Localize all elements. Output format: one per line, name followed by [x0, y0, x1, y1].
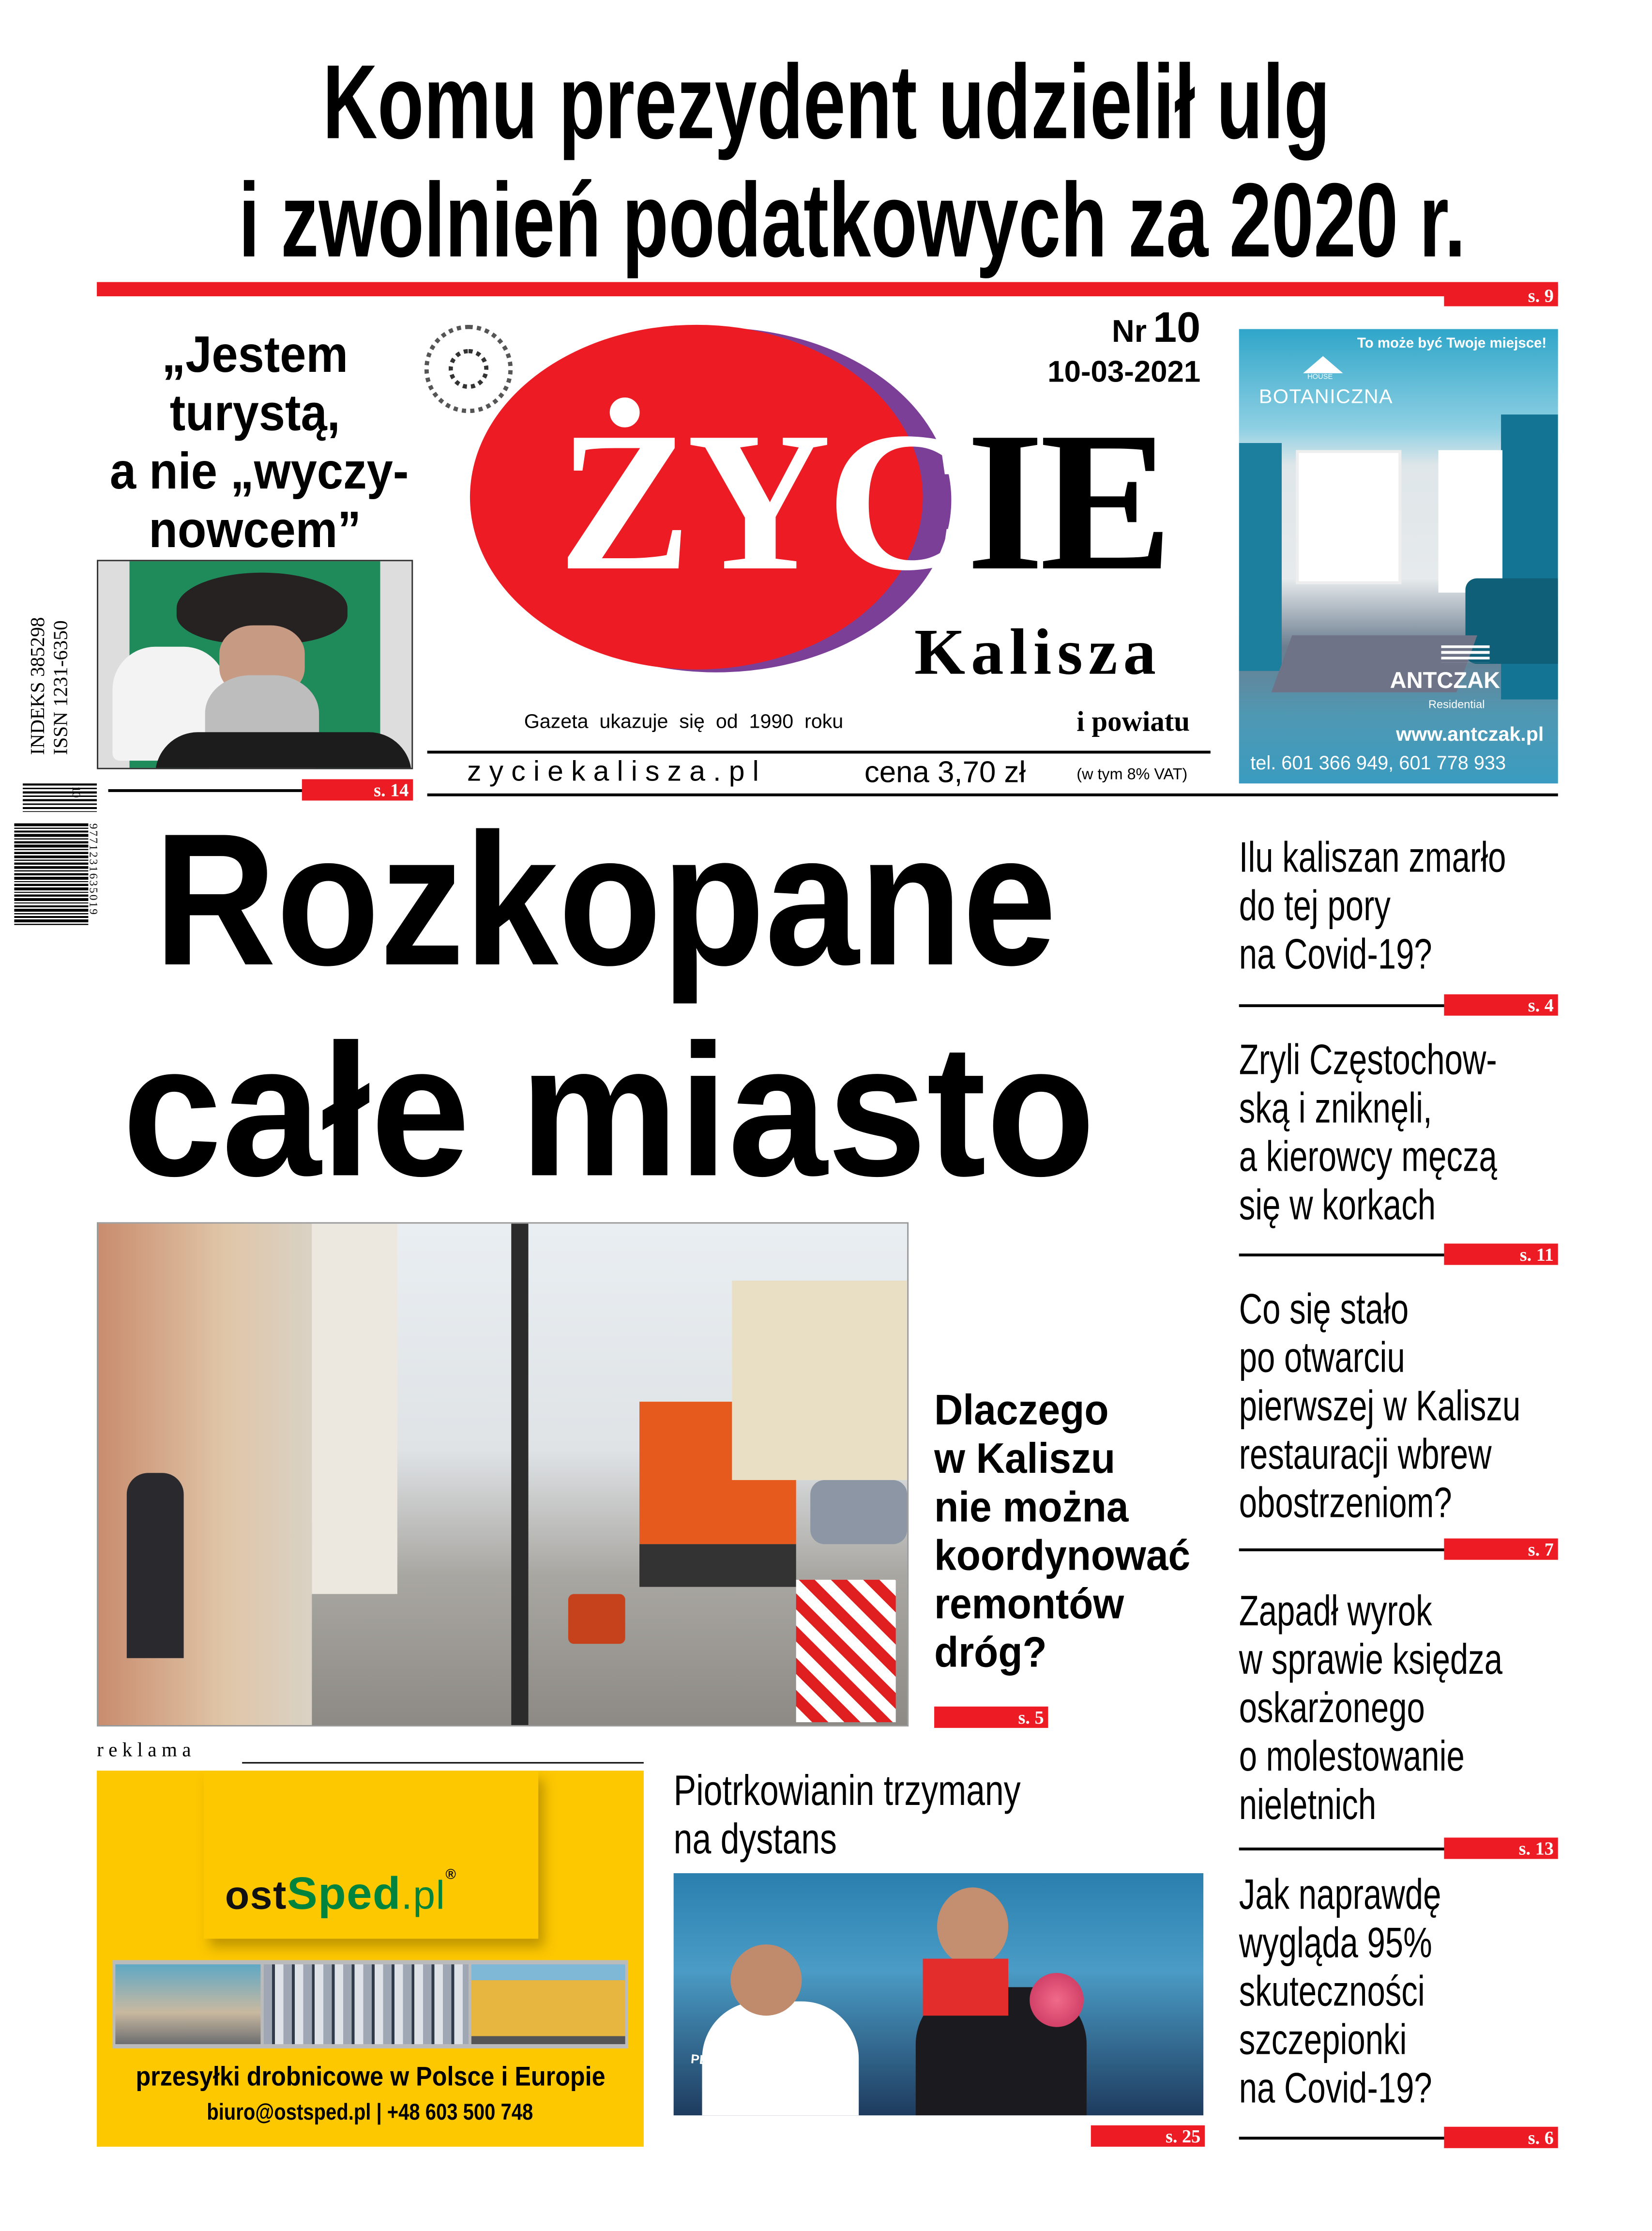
barcode-digits: 9771231635019 [87, 823, 100, 916]
top-divider [97, 282, 1558, 296]
ad-label: r e k l a m a [97, 1741, 191, 1762]
page-ref-badge[interactable]: s. 5 [934, 1707, 1048, 1728]
article-line: obostrzeniom? [1239, 1480, 1452, 1528]
teaser-line: remontów [934, 1581, 1124, 1628]
article-line: pierwszej w Kaliszu [1239, 1383, 1521, 1430]
ad-slogan [97, 2063, 644, 2094]
price: cena 3,70 zł [864, 756, 1026, 789]
page-ref-badge[interactable]: s. 13 [1444, 1837, 1558, 1859]
teaser-photo-man-in-hat[interactable] [97, 560, 413, 769]
article-line: Zapadł wyrok [1239, 1588, 1432, 1635]
ad-brand: BOTANICZNA [1258, 384, 1394, 408]
top-headline-line: Komu prezydent udzielił ulg [322, 43, 1330, 161]
sport-photo-handball[interactable] [674, 1873, 1203, 2115]
ad-company-sub: Residential [1428, 698, 1485, 711]
article-line: o molestowanie [1239, 1733, 1465, 1781]
side-article[interactable] [1239, 1286, 1567, 1528]
ornament-icon [424, 325, 513, 413]
masthead-title-white: ŻYC [558, 392, 967, 613]
article-line: do tej pory [1239, 883, 1391, 931]
article-line: Co się stało [1239, 1286, 1409, 1333]
article-line: oskarżonego [1239, 1685, 1425, 1732]
article-line: restauracji wbrew [1239, 1431, 1492, 1479]
page-ref-badge[interactable]: s. 6 [1444, 2127, 1558, 2148]
main-teaser[interactable] [934, 1388, 1210, 1678]
page-ref-badge[interactable]: s. 11 [1444, 1244, 1558, 1265]
article-line: na Covid-19? [1239, 2065, 1432, 2113]
jersey-text: PER ADAMSKI [690, 2051, 781, 2074]
ad-company: ANTCZAK [1390, 669, 1500, 694]
page-ref-badge[interactable]: s. 7 [1444, 1539, 1558, 1560]
main-headline-line: całe miasto [122, 1006, 1095, 1215]
main-photo-street-roadworks[interactable] [97, 1222, 909, 1727]
teaser-line: nowcem” [149, 500, 361, 559]
divider [1239, 1848, 1453, 1850]
teaser-line: nie można [934, 1484, 1129, 1531]
article-line: po otwarciu [1239, 1334, 1405, 1382]
masthead-subtitle: Kalisza [914, 615, 1162, 688]
index-number: INDEKS 385298 [28, 617, 50, 755]
side-article[interactable] [1239, 1037, 1567, 1231]
teaser-line: w Kaliszu [934, 1436, 1116, 1483]
page-ref-badge[interactable]: s. 9 [1444, 285, 1558, 306]
logo-part: Sped [287, 1867, 401, 1919]
article-line: na Covid-19? [1239, 932, 1432, 979]
ad-photo-strip [112, 1960, 628, 2048]
ad-contact [97, 2100, 644, 2127]
divider [427, 751, 1211, 754]
issue-date: 10-03-2021 [1047, 356, 1201, 389]
top-headline[interactable] [0, 43, 1652, 279]
issn-number: ISSN 1231-6350 [51, 620, 73, 755]
ostsped-logo [225, 1867, 457, 1920]
logo-part: ost [225, 1873, 287, 1918]
teaser-line: dróg? [934, 1629, 1047, 1677]
teaser-line: Dlaczego [934, 1387, 1109, 1435]
article-line: się w korkach [1239, 1182, 1436, 1230]
article-line: wygląda 95% [1239, 1920, 1432, 1968]
article-line: Ilu kaliszan zmarło [1239, 835, 1506, 882]
issue-label: Nr [1112, 313, 1147, 349]
divider [1239, 1548, 1453, 1551]
divider [108, 789, 308, 792]
masthead-title-black: IE [966, 392, 1168, 613]
page-ref-badge[interactable]: s. 14 [302, 779, 413, 800]
ad-tagline: To może być Twoje miejsce! [1357, 336, 1547, 352]
issue-number [1040, 305, 1200, 361]
ad-phone: tel. 601 366 949, 601 778 933 [1250, 752, 1506, 774]
divider [242, 1762, 644, 1764]
teaser-line: turystą, [169, 383, 340, 442]
page-ref-badge[interactable]: s. 25 [1091, 2125, 1205, 2147]
region-text: i powiatu [1076, 706, 1190, 738]
divider [1239, 1253, 1453, 1256]
article-line: skuteczności [1239, 1969, 1425, 2016]
article-line: ską i zniknęli, [1239, 1085, 1432, 1133]
teaser-line: „Jestem [162, 324, 348, 383]
article-line: Jak naprawdę [1239, 1872, 1441, 1919]
registered-mark: ® [445, 1867, 457, 1883]
article-line: Piotrkowianin trzymany [673, 1768, 1021, 1815]
article-line: a kierowcy męczą [1239, 1133, 1497, 1181]
side-article[interactable] [1239, 1872, 1567, 2114]
issue-number-value: 10 [1153, 305, 1201, 352]
ad-contact-text: biuro@ostsped.pl | +48 603 500 748 [207, 2101, 534, 2125]
main-headline-line: Rozkopane [154, 795, 1057, 1005]
sport-article[interactable] [674, 1768, 1113, 1864]
main-headline[interactable] [0, 795, 1310, 1217]
left-teaser[interactable] [97, 325, 413, 559]
article-line: Zryli Częstochow- [1239, 1037, 1497, 1085]
house-label: HOUSE [1307, 373, 1333, 382]
top-headline-line: i zwolnień podatkowych za 2020 r. [238, 161, 1466, 279]
ad-slogan-text: przesyłki drobnicowe w Polsce i Europie [135, 2063, 606, 2093]
logo-part: .pl [401, 1873, 446, 1918]
article-line: szczepionki [1239, 2017, 1407, 2064]
article-line: nieletnich [1239, 1782, 1377, 1829]
ad-url[interactable]: www.antczak.pl [1396, 722, 1544, 745]
house-icon [1303, 356, 1343, 373]
side-article[interactable] [1239, 835, 1567, 980]
barcode-top-digits: 10 [70, 786, 83, 798]
index-issn [29, 617, 74, 755]
website-link[interactable]: zyciekalisza.pl [467, 756, 767, 788]
since-text: Gazeta ukazuje się od 1990 roku [524, 709, 844, 733]
article-line: w sprawie księdza [1239, 1636, 1503, 1684]
vat: (w tym 8% VAT) [1076, 766, 1188, 784]
masthead-title [558, 392, 1168, 614]
article-line: na dystans [673, 1816, 837, 1864]
ad-ostsped[interactable] [97, 1771, 644, 2147]
side-article[interactable] [1239, 1589, 1567, 1831]
teaser-line: a nie „wyczy- [109, 442, 409, 500]
divider [1239, 2137, 1453, 2139]
building-icon [1441, 645, 1490, 662]
divider [1239, 1004, 1453, 1007]
ad-antczak[interactable] [1239, 329, 1558, 784]
page-ref-badge[interactable]: s. 4 [1444, 994, 1558, 1016]
teaser-line: koordynować [934, 1532, 1191, 1580]
